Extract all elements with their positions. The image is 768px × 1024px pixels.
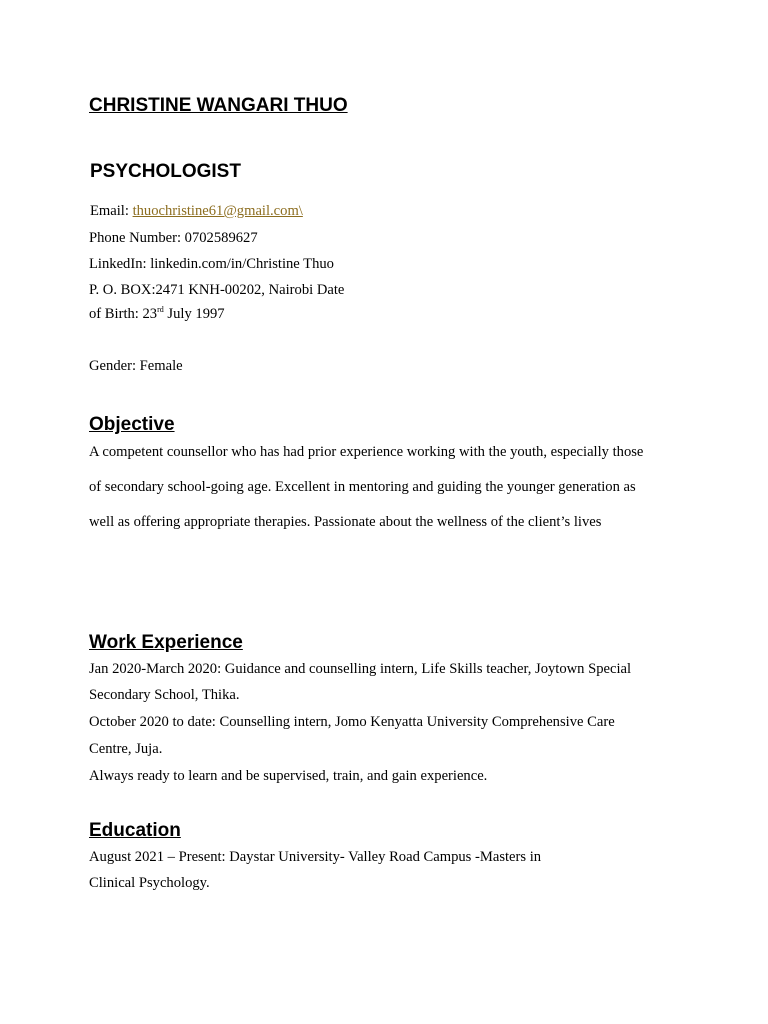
objective-heading: Objective (89, 414, 175, 435)
email-line (90, 203, 303, 220)
education-line-1: August 2021 – Present: Daystar University- Valley Road Campus -Masters in (89, 849, 542, 865)
education-line-2: Clinical Psychology. (89, 875, 210, 891)
email-label: Email: (90, 203, 133, 219)
objective-line-2: of secondary school-going age. Excellent in mentoring and guiding the younger generation as (89, 479, 636, 495)
work-line-3: October 2020 to date: Counselling intern, Jomo Kenyatta University Comprehensive Care (89, 714, 615, 730)
dob-prefix: of Birth: 23 (89, 306, 158, 322)
address-line: P. O. BOX:2471 KNH-00202, Nairobi Date (89, 282, 345, 298)
profession-title: PSYCHOLOGIST (90, 161, 241, 182)
education-heading: Education (89, 820, 181, 841)
email-link[interactable]: thuochristine61@gmail.com\ (132, 203, 303, 219)
work-experience-heading: Work Experience (89, 632, 243, 653)
work-line-5: Always ready to learn and be supervised, train, and gain experience. (89, 768, 488, 784)
work-line-1: Jan 2020-March 2020: Guidance and counselling intern, Life Skills teacher, Joytown Special (89, 661, 632, 677)
phone-line: Phone Number: 0702589627 (89, 230, 258, 246)
work-line-4: Centre, Juja. (89, 741, 163, 757)
objective-line-3: well as offering appropriate therapies. Passionate about the wellness of the client’s lives (89, 514, 602, 530)
linkedin-line: LinkedIn: linkedin.com/in/Christine Thuo (89, 256, 334, 272)
work-line-2: Secondary School, Thika. (89, 687, 240, 703)
dob-suffix: July 1997 (163, 306, 225, 322)
date-of-birth-line (89, 306, 225, 323)
gender-line: Gender: Female (89, 358, 183, 374)
candidate-name: CHRISTINE WANGARI THUO (89, 95, 348, 116)
objective-line-1: A competent counsellor who has had prior experience working with the youth, especially those (89, 444, 644, 460)
dob-ordinal: rd (157, 305, 164, 314)
